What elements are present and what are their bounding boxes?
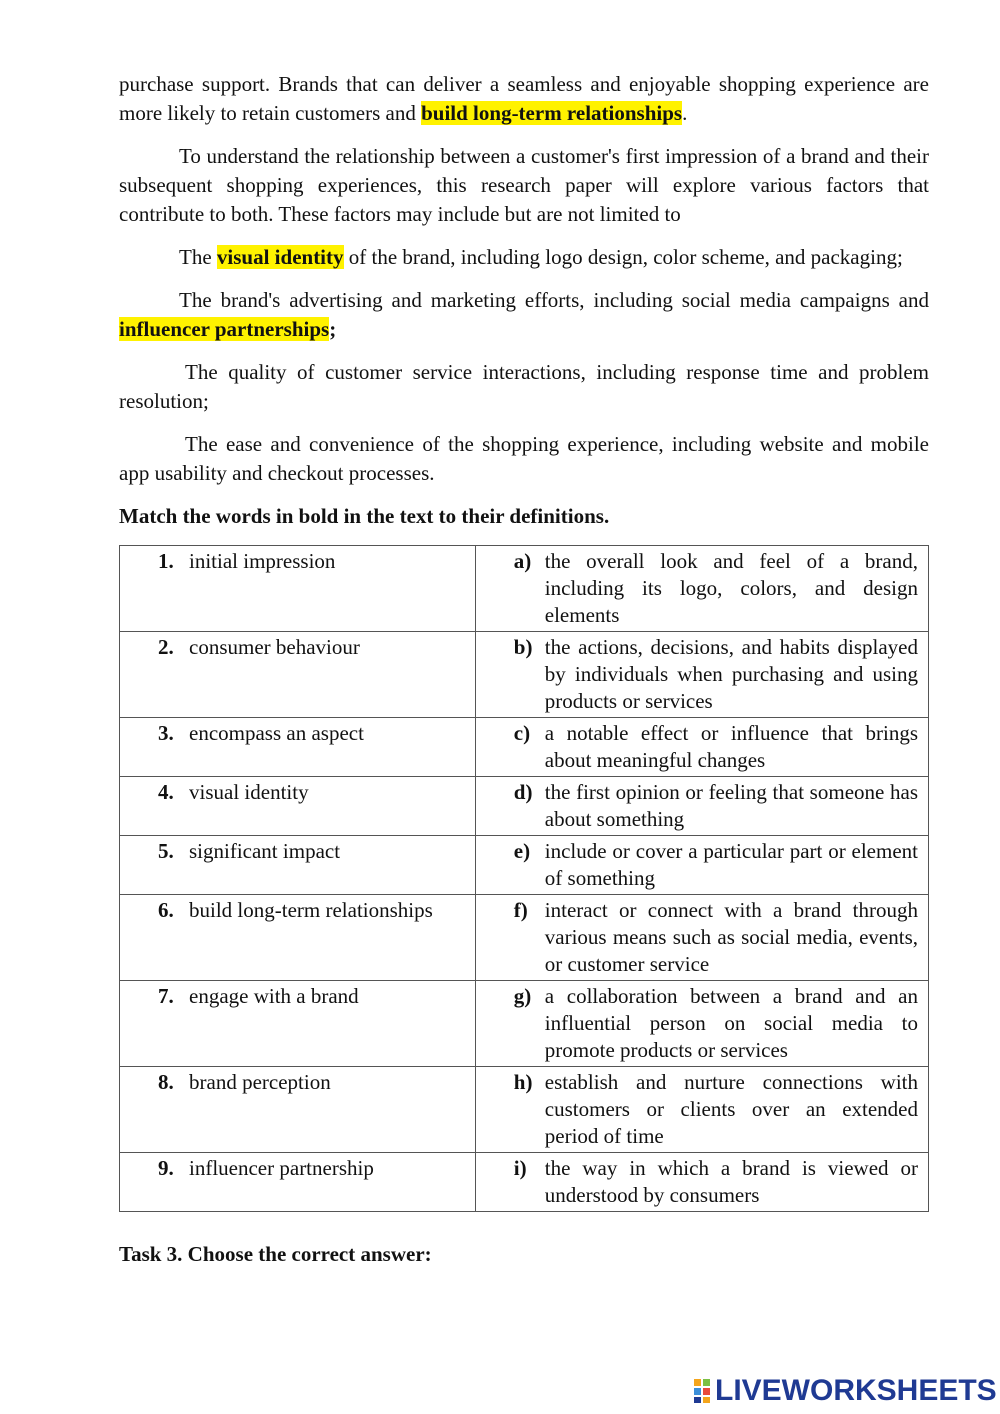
term-text: encompass an aspect bbox=[189, 721, 364, 745]
term-text: visual identity bbox=[189, 780, 309, 804]
definition-cell bbox=[475, 718, 928, 777]
definition-letter: i) bbox=[513, 1156, 527, 1180]
table-row bbox=[120, 718, 929, 777]
definition-letter: h) bbox=[513, 1070, 533, 1094]
definition-cell bbox=[475, 1153, 928, 1212]
term-number: 1. bbox=[158, 549, 174, 573]
definition-cell bbox=[475, 981, 928, 1067]
paragraph-5: The quality of customer service interactions, including response time and problem resolution; bbox=[119, 360, 929, 413]
table-row bbox=[120, 546, 929, 632]
paragraph-1 bbox=[119, 70, 929, 128]
definition-letter: a) bbox=[513, 549, 532, 573]
definition-letter: e) bbox=[513, 839, 531, 863]
table-row bbox=[120, 1067, 929, 1153]
definition-letter: d) bbox=[513, 780, 533, 804]
term-number: 3. bbox=[158, 721, 174, 745]
table-row bbox=[120, 981, 929, 1067]
definition-text: the overall look and feel of a brand, including its logo, colors, and design elements bbox=[544, 549, 918, 627]
definition-cell bbox=[475, 546, 928, 632]
definition-text: a collaboration between a brand and an influential person on social media to promote products or services bbox=[544, 984, 918, 1062]
definition-text: the first opinion or feeling that someone has about something bbox=[544, 780, 918, 831]
paragraph-4-end: ; bbox=[329, 317, 337, 341]
definition-text: the actions, decisions, and habits displayed by individuals when purchasing and using products or services bbox=[544, 635, 918, 713]
term-cell bbox=[120, 777, 476, 836]
matching-table bbox=[119, 545, 929, 1212]
worksheet-page bbox=[119, 70, 929, 1269]
definition-cell bbox=[475, 632, 928, 718]
term-number: 2. bbox=[158, 635, 174, 659]
paragraph-4 bbox=[119, 286, 929, 344]
term-number: 6. bbox=[158, 898, 174, 922]
table-row bbox=[120, 895, 929, 981]
liveworksheets-logo bbox=[693, 1376, 997, 1406]
term-text: significant impact bbox=[189, 839, 341, 863]
paragraph-6: The ease and convenience of the shopping experience, including website and mobile app usability and checkout processes. bbox=[119, 432, 929, 485]
definition-cell bbox=[475, 1067, 928, 1153]
definition-letter: f) bbox=[513, 898, 528, 922]
definition-text: the way in which a brand is viewed or understood by consumers bbox=[544, 1156, 918, 1207]
table-row bbox=[120, 777, 929, 836]
term-text: influencer partnership bbox=[189, 1156, 374, 1180]
definition-letter: b) bbox=[513, 635, 533, 659]
term-number: 8. bbox=[158, 1070, 174, 1094]
term-text: brand perception bbox=[189, 1070, 331, 1094]
highlight-build-long-term-relationships: build long-term relationships bbox=[421, 101, 683, 125]
term-text: consumer behaviour bbox=[189, 635, 360, 659]
definition-cell bbox=[475, 895, 928, 981]
match-instruction: Match the words in bold in the text to their definitions. bbox=[119, 504, 610, 528]
term-cell bbox=[120, 718, 476, 777]
term-cell bbox=[120, 632, 476, 718]
term-text: build long-term relationships bbox=[189, 898, 433, 922]
paragraph-2: To understand the relationship between a customer's first impression of a brand and their subsequent shopping experiences, this research paper will explore various factors that contribute to both. These factors may include but are not limited to bbox=[119, 144, 929, 226]
definition-cell bbox=[475, 777, 928, 836]
paragraph-3-start: The bbox=[179, 245, 217, 269]
term-number: 5. bbox=[158, 839, 174, 863]
term-number: 9. bbox=[158, 1156, 174, 1180]
term-text: initial impression bbox=[189, 549, 336, 573]
table-row bbox=[120, 1153, 929, 1212]
table-row bbox=[120, 632, 929, 718]
definition-text: interact or connect with a brand through various means such as social media, events, or customer service bbox=[544, 898, 918, 976]
definition-cell bbox=[475, 836, 928, 895]
table-row bbox=[120, 836, 929, 895]
liveworksheets-logo-text: LIVEWORKSHEETS bbox=[715, 1374, 997, 1407]
definition-text: establish and nurture connections with customers or clients over an extended period of time bbox=[544, 1070, 918, 1148]
term-cell bbox=[120, 895, 476, 981]
highlight-influencer-partnerships: influencer partnerships bbox=[119, 317, 330, 341]
task-3-heading: Task 3. Choose the correct answer: bbox=[119, 1242, 432, 1266]
liveworksheets-logo-icon bbox=[693, 1378, 711, 1404]
paragraph-1-end: . bbox=[682, 101, 688, 125]
definition-text: a notable effect or influence that brings about meaningful changes bbox=[544, 721, 918, 772]
term-cell bbox=[120, 1067, 476, 1153]
term-cell bbox=[120, 546, 476, 632]
paragraph-3 bbox=[119, 243, 929, 272]
definition-letter: c) bbox=[513, 721, 531, 745]
highlight-visual-identity: visual identity bbox=[216, 245, 344, 269]
term-cell bbox=[120, 836, 476, 895]
paragraph-1-text: purchase support. Brands that can deliver a seamless and enjoyable shopping experience are more likely to retain customers and bbox=[119, 72, 929, 125]
definition-letter: g) bbox=[513, 984, 532, 1008]
term-cell bbox=[120, 1153, 476, 1212]
term-number: 7. bbox=[158, 984, 174, 1008]
term-text: engage with a brand bbox=[189, 984, 359, 1008]
paragraph-4-start: The brand's advertising and marketing efforts, including social media campaigns and bbox=[179, 288, 929, 312]
definition-text: include or cover a particular part or element of something bbox=[544, 839, 918, 890]
paragraph-3-end: of the brand, including logo design, color scheme, and packaging; bbox=[343, 245, 903, 269]
term-cell bbox=[120, 981, 476, 1067]
term-number: 4. bbox=[158, 780, 174, 804]
